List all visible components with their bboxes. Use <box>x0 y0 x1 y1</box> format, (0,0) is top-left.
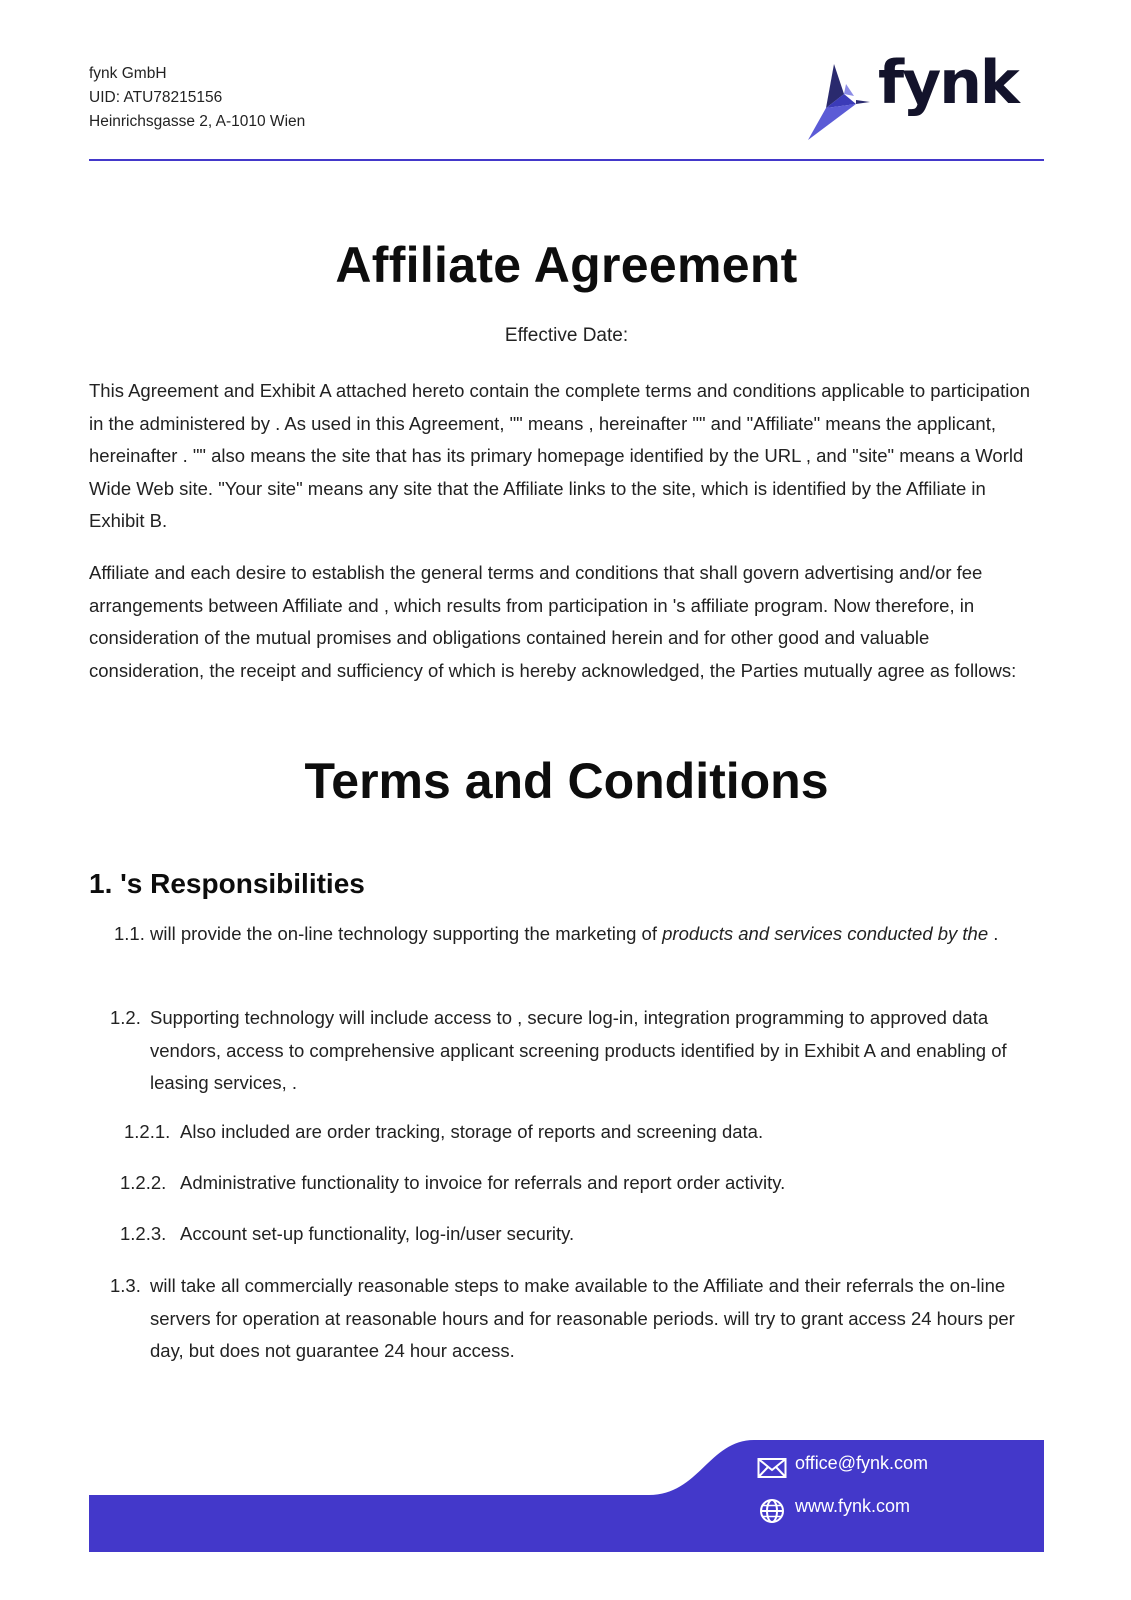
fynk-logo <box>806 48 1018 142</box>
clause-number: 1.2.3. <box>120 1223 167 1244</box>
clause-text: Supporting technology will include access to , secure log-in, integration programming to approved data vendors, access to comprehensive applicant screening products identified by in Exhibit A and enabling of leasing services, . <box>150 1007 1007 1093</box>
company-name: fynk GmbH <box>89 65 167 82</box>
clause-1-2-2 <box>120 1167 1020 1200</box>
email-text: office@fynk.com <box>795 1453 928 1473</box>
clause-text-end: . <box>988 923 999 944</box>
clause-text <box>150 918 1034 951</box>
intro-paragraph-2: Affiliate and each desire to establish the general terms and conditions that shall govern advertising and/or fee arrangements between Affiliate and , which results from participation in 's affiliate program. Now therefore, in consideration of the mutual promises and obligations contained herein and for other good and valuable consideration, the receipt and sufficiency of which is hereby acknowledged, the Parties mutually agree as follows: <box>89 562 1017 681</box>
effective-date-label: Effective Date: <box>504 325 629 346</box>
terms-heading: Terms and Conditions <box>304 753 829 809</box>
website-text: www.fynk.com <box>795 1496 911 1516</box>
clause-number: 1.1. <box>114 923 145 944</box>
clause-text: Also included are order tracking, storage of reports and screening data. <box>180 1121 764 1142</box>
clause-1-1 <box>114 918 1034 951</box>
document-header <box>89 48 1044 162</box>
clause-text: Administrative functionality to invoice for referrals and report order activity. <box>180 1172 786 1193</box>
clause-text: will take all commercially reasonable steps to make available to the Affiliate and their referrals the on-line servers for operation at reasonable hours and for reasonable periods. will try to grant access 24 hours per day, but does not guarantee 24 hour access. <box>150 1275 1015 1361</box>
company-address: Heinrichsgasse 2, A-1010 Wien <box>89 113 306 130</box>
clause-number: 1.2. <box>110 1007 141 1028</box>
clause-1-2 <box>110 1002 1034 1100</box>
company-uid: UID: ATU78215156 <box>89 89 223 106</box>
clause-1-2-3 <box>120 1218 1020 1251</box>
logo-wordmark: fynk <box>878 48 1018 118</box>
header-divider <box>89 159 1044 161</box>
intro-paragraph-1: This Agreement and Exhibit A attached hereto contain the complete terms and conditions applicable to participation in the administered by . As used in this Agreement, "" means , hereinafter "" and "Affiliate" means the applicant, hereinafter . "" also means the site that has its primary homepage identified by the URL , and "site" means a World Wide Web site. "Your site" means any site that the Affiliate links to the site, which is identified by the Affiliate in Exhibit B. <box>89 380 1030 531</box>
fynk-logo-icon <box>806 64 872 142</box>
mail-icon <box>757 1455 787 1481</box>
clause-number: 1.2.2. <box>120 1172 167 1193</box>
document-title: Affiliate Agreement <box>335 237 798 293</box>
section-heading: 1. 's Responsibilities <box>89 868 365 899</box>
document-footer <box>89 1440 1044 1552</box>
globe-icon <box>757 1498 787 1524</box>
clause-text: Account set-up functionality, log-in/user security. <box>180 1223 575 1244</box>
clause-number: 1.2.1. <box>124 1121 171 1142</box>
clause-text-emphasis: products and services conducted by the <box>662 923 989 944</box>
clause-1-3 <box>110 1270 1034 1368</box>
clause-number: 1.3. <box>110 1275 141 1296</box>
clause-text-start: will provide the on-line technology supporting the marketing of <box>150 923 663 944</box>
clause-1-2-1 <box>124 1116 1024 1149</box>
